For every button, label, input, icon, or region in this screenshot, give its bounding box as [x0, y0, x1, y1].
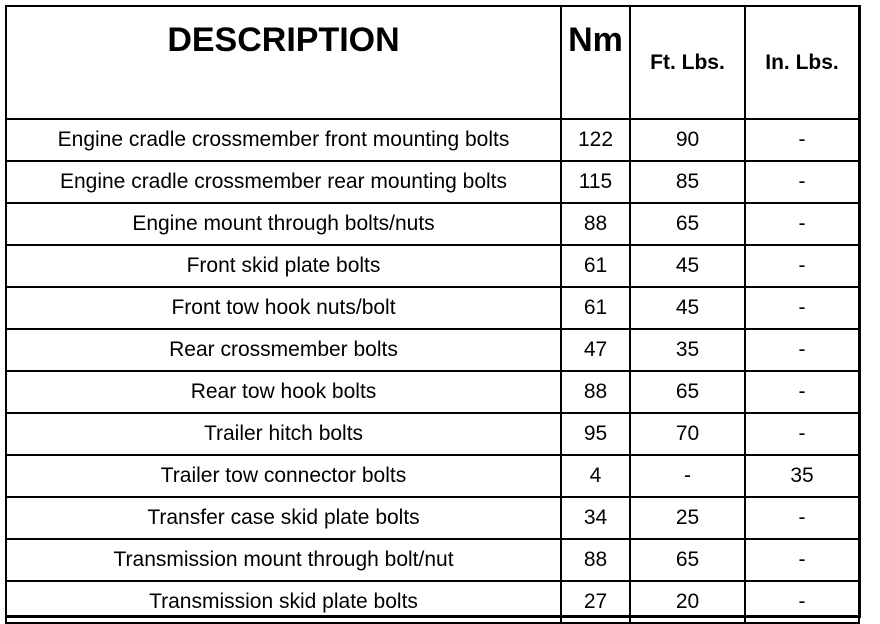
header-ft-lbs: Ft. Lbs.	[630, 6, 745, 119]
table-row	[6, 119, 859, 161]
table-row	[6, 161, 859, 203]
cell-description: Front skid plate bolts	[6, 245, 561, 287]
cell-nm: 4	[561, 455, 630, 497]
cell-nm: 88	[561, 203, 630, 245]
cell-in-lbs: -	[745, 329, 859, 371]
cell-nm: 115	[561, 161, 630, 203]
cell-nm: 95	[561, 413, 630, 455]
cell-nm: 61	[561, 245, 630, 287]
cell-description: Rear tow hook bolts	[6, 371, 561, 413]
table-row	[6, 245, 859, 287]
cell-nm: 47	[561, 329, 630, 371]
cell-description: Trailer hitch bolts	[6, 413, 561, 455]
header-description: DESCRIPTION	[6, 6, 561, 119]
cell-ft-lbs: 20	[630, 581, 745, 623]
table-row	[6, 413, 859, 455]
cell-ft-lbs: 45	[630, 287, 745, 329]
cell-ft-lbs: 85	[630, 161, 745, 203]
torque-spec-table	[5, 5, 860, 624]
cell-description: Front tow hook nuts/bolt	[6, 287, 561, 329]
table-row	[6, 455, 859, 497]
cell-description: Engine mount through bolts/nuts	[6, 203, 561, 245]
cell-ft-lbs: 70	[630, 413, 745, 455]
cell-in-lbs: -	[745, 287, 859, 329]
cell-description: Transmission skid plate bolts	[6, 581, 561, 623]
cell-nm: 88	[561, 371, 630, 413]
cell-ft-lbs: 45	[630, 245, 745, 287]
cell-ft-lbs: 65	[630, 371, 745, 413]
table-row	[6, 371, 859, 413]
table-header	[6, 6, 859, 119]
cell-in-lbs: -	[745, 371, 859, 413]
torque-spec-table-frame	[5, 5, 861, 618]
header-in-lbs: In. Lbs.	[745, 6, 859, 119]
cell-ft-lbs: 65	[630, 203, 745, 245]
table-body	[6, 119, 859, 623]
cell-in-lbs: -	[745, 119, 859, 161]
cell-in-lbs: 35	[745, 455, 859, 497]
table-row	[6, 329, 859, 371]
header-nm: Nm	[561, 6, 630, 119]
cell-nm: 88	[561, 539, 630, 581]
cell-nm: 122	[561, 119, 630, 161]
table-row	[6, 497, 859, 539]
cell-description: Transfer case skid plate bolts	[6, 497, 561, 539]
cell-nm: 27	[561, 581, 630, 623]
cell-description: Rear crossmember bolts	[6, 329, 561, 371]
cell-description: Engine cradle crossmember rear mounting bolts	[6, 161, 561, 203]
cell-description: Trailer tow connector bolts	[6, 455, 561, 497]
cell-in-lbs: -	[745, 161, 859, 203]
cell-in-lbs: -	[745, 203, 859, 245]
cell-ft-lbs: 25	[630, 497, 745, 539]
cell-nm: 61	[561, 287, 630, 329]
table-row	[6, 287, 859, 329]
table-row	[6, 539, 859, 581]
cell-nm: 34	[561, 497, 630, 539]
cell-in-lbs: -	[745, 581, 859, 623]
table-row	[6, 203, 859, 245]
cell-in-lbs: -	[745, 245, 859, 287]
cell-in-lbs: -	[745, 497, 859, 539]
cell-ft-lbs: 90	[630, 119, 745, 161]
header-row	[6, 6, 859, 119]
cell-in-lbs: -	[745, 413, 859, 455]
cell-ft-lbs: -	[630, 455, 745, 497]
cell-description: Engine cradle crossmember front mounting bolts	[6, 119, 561, 161]
cell-ft-lbs: 65	[630, 539, 745, 581]
cell-in-lbs: -	[745, 539, 859, 581]
cell-ft-lbs: 35	[630, 329, 745, 371]
cell-description: Transmission mount through bolt/nut	[6, 539, 561, 581]
table-row	[6, 581, 859, 623]
